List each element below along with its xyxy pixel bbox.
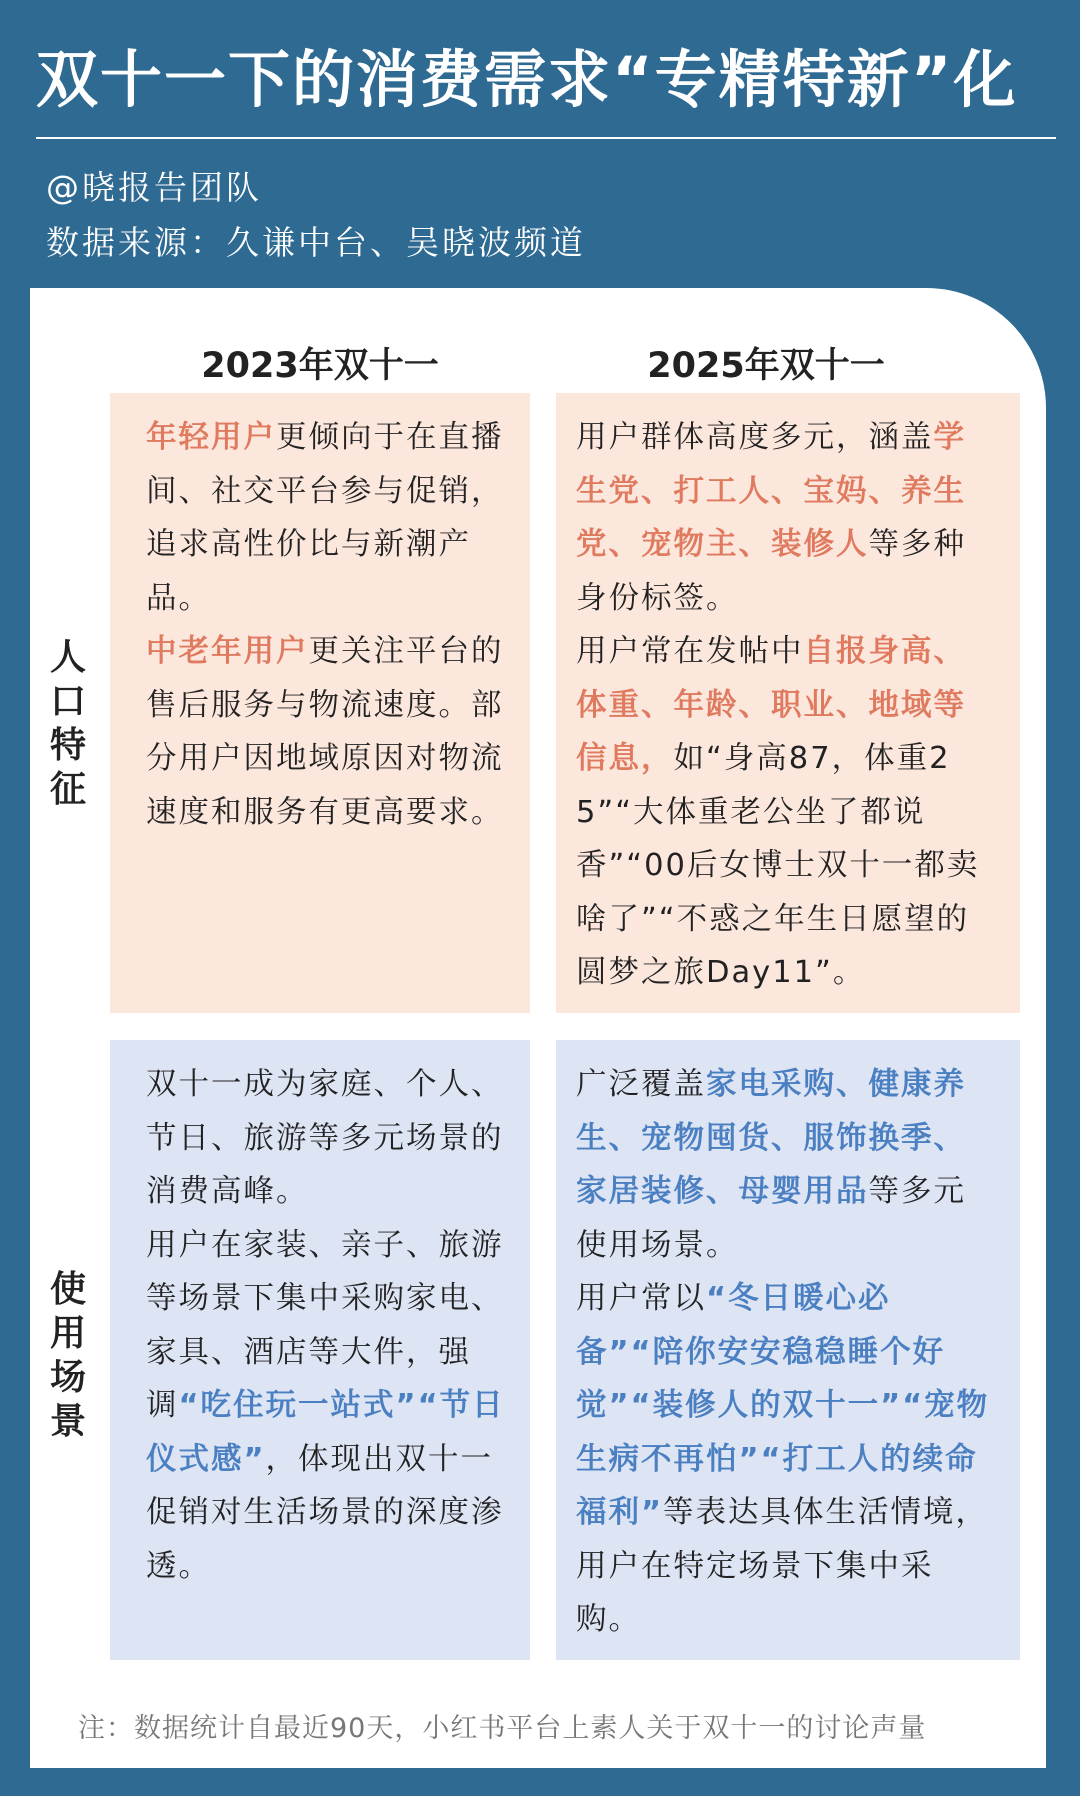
source-line: 数据来源：久谦中台、吴晓波频道: [46, 223, 586, 262]
body-text: 如“身高87，体重25”“大体重老公坐了都说香”“00后女博士双十一都卖啥了”“不惑之年生日愿望的圆梦之旅Day11”。: [576, 741, 980, 990]
paragraph: [146, 1219, 506, 1594]
column-header-2023: 2023年双十一: [201, 346, 439, 386]
paragraph: [146, 625, 506, 839]
paragraph: [576, 411, 996, 625]
footnote: 注：数据统计自最近90天，小红书平台上素人关于双十一的讨论声量: [78, 1713, 927, 1744]
page-title: 双十一下的消费需求“专精特新”化: [36, 43, 1018, 116]
author-line: @晓报告团队: [46, 168, 262, 207]
highlight-text: 自报身高、体重、年龄、职业、地域等信息，: [576, 634, 966, 776]
title-divider: [36, 137, 1056, 139]
column-header-2025: 2025年双十一: [647, 346, 885, 386]
body-text: 用户在家装、亲子、旅游等场景下集中采购家电、家具、酒店等大件，强调: [146, 1227, 504, 1423]
paragraph: [576, 625, 996, 1000]
body-text: 用户群体高度多元，涵盖: [576, 420, 934, 455]
highlight-text: 年轻用户: [146, 420, 276, 455]
cell-demographics-2025: [556, 393, 1020, 1013]
highlight-text: 家电采购、健康养生、宠物囤货、服饰换季、家居装修、母婴用品: [576, 1067, 966, 1209]
body-text: 用户常以: [576, 1281, 706, 1316]
highlight-text: “吃住玩一站式”“节日仪式感”: [146, 1388, 505, 1477]
body-text: 更倾向于在直播间、社交平台参与促销，追求高性价比与新潮产品。: [146, 420, 504, 616]
highlight-text: “冬日暖心必备”“陪你安安稳稳睡个好觉”“装修人的双十一”“宠物生病不再怕”“打工人的续命福利”: [576, 1281, 990, 1530]
body-text: 更关注平台的售后服务与物流速度。部分用户因地域原因对物流速度和服务有更高要求。: [146, 634, 504, 830]
cell-scenarios-2023: [110, 1040, 530, 1660]
body-text: 等表达具体生活情境，用户在特定场景下集中采购。: [576, 1495, 989, 1637]
paragraph: [576, 1272, 996, 1647]
body-text: 等多元使用场景。: [576, 1174, 966, 1263]
paragraph: [576, 1058, 996, 1272]
body-text: 用户常在发帖中: [576, 634, 804, 669]
body-text: 等多种身份标签。: [576, 527, 966, 616]
paragraph: [146, 411, 506, 625]
cell-demographics-2023: [110, 393, 530, 1013]
row-label-scenarios: 使用场景: [49, 1269, 86, 1442]
cell-scenarios-2025: [556, 1040, 1020, 1660]
row-label-demographics: 人口特征: [49, 637, 86, 810]
body-text: 广泛覆盖: [576, 1067, 706, 1102]
highlight-text: 学生党、打工人、宝妈、养生党、宠物主、装修人: [576, 420, 966, 562]
body-text: ，体现出双十一促销对生活场景的深度渗透。: [146, 1441, 504, 1584]
paragraph: 双十一成为家庭、个人、节日、旅游等多元场景的消费高峰。: [146, 1067, 504, 1209]
highlight-text: 中老年用户: [146, 634, 309, 669]
